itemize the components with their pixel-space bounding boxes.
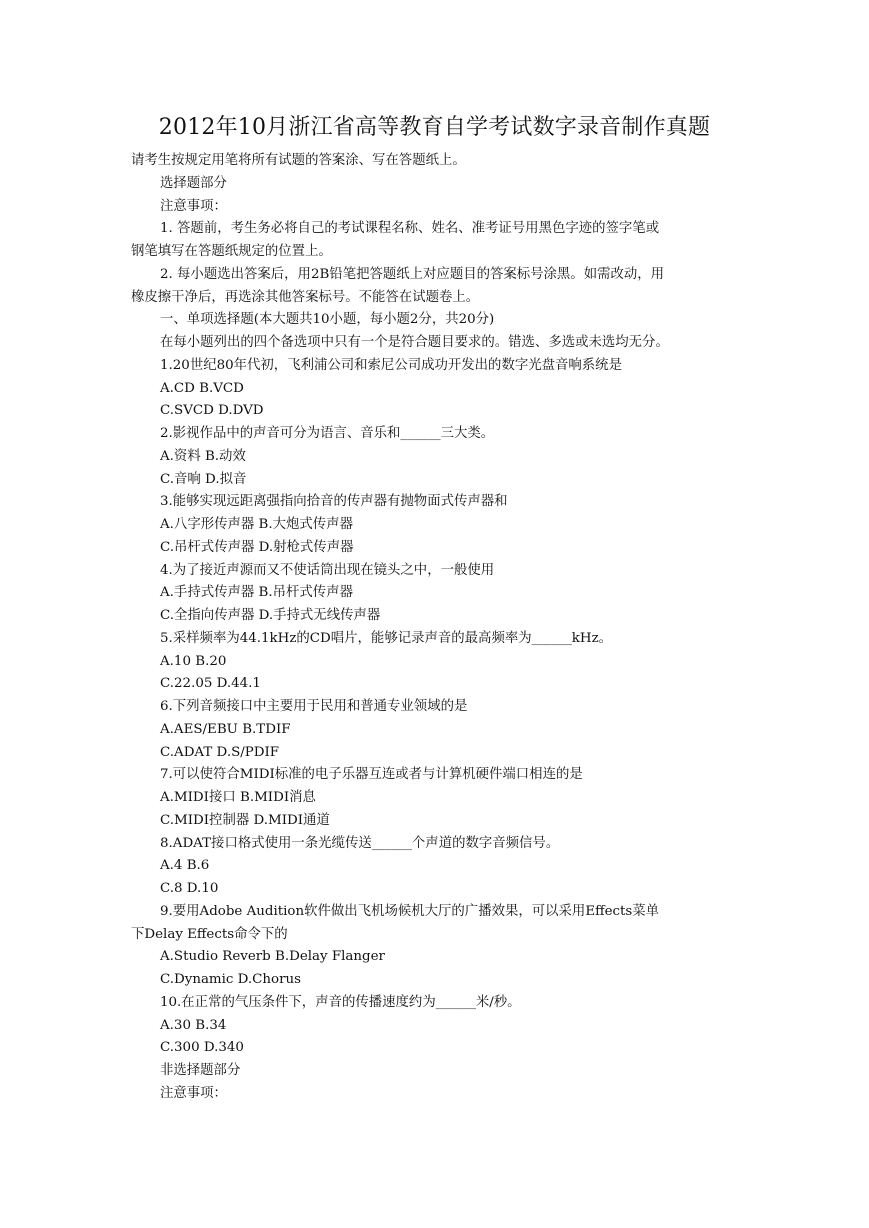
text-line: A.AES/EBU B.TDIF [160,721,291,737]
text-line: C.MIDI控制器 D.MIDI通道 [160,812,330,828]
text-line: C.SVCD D.DVD [160,403,264,419]
text-line: A.八字形传声器 B.大炮式传声器 [160,517,353,532]
text-line: 选择题部分 [160,175,227,191]
text-line: 6.下列音频接口中主要用于民用和普通专业领域的是 [160,699,468,714]
text-line: C.ADAT D.S/PDIF [160,744,280,760]
text-line: 非选择题部分 [160,1063,241,1078]
text-line: A.手持式传声器 B.吊杆式传声器 [160,585,353,601]
text-line: 1.20世纪80年代初，飞利浦公司和索尼公司成功开发出的数字光盘音响系统是 [160,357,622,373]
document-title: 2012年10月浙江省高等教育自学考试数字录音制作真题 [158,115,711,140]
text-line: 橡皮擦干净后，再选涂其他答案标号。不能答在试题卷上。 [131,289,480,305]
text-line: 9.要用Adobe Audition软件做出飞机场候机大厅的广播效果，可以采用Effects菜单 [160,903,660,919]
text-line: 1. 答题前，考生务必将自己的考试课程名称、姓名、准考证号用黑色字迹的签字笔或 [160,221,660,237]
text-line: 5.采样频率为44.1kHz的CD唱片，能够记录声音的最高频率为______kHz。 [160,630,613,646]
text-line: 注意事项： [160,198,227,214]
text-line: C.吊杆式传声器 D.射枪式传声器 [160,539,354,555]
text-line: 7.可以使符合MIDI标准的电子乐器互连或者与计算机硬件端口相连的是 [160,767,583,783]
text-line: 请考生按规定用笔将所有试题的答案涂、写在答题纸上。 [131,153,466,168]
text-line: 10.在正常的气压条件下，声音的传播速度约为______米/秒。 [160,994,521,1010]
text-line: 一、单项选择题(本大题共10小题，每小题2分，共20分) [160,312,495,328]
text-line: 2. 每小题选出答案后，用2B铅笔把答题纸上对应题目的答案标号涂黑。如需改动，用 [160,266,665,282]
text-line: A.CD B.VCD [160,380,244,396]
text-line: 2.影视作品中的声音可分为语言、音乐和______三大类。 [160,426,495,441]
text-line: C.300 D.340 [160,1040,244,1056]
text-line: A.资料 B.动效 [160,448,246,464]
text-line: 8.ADAT接口格式使用一条光缆传送______个声道的数字音频信号。 [160,835,560,851]
text-line: 在每小题列出的四个备选项中只有一个是符合题目要求的。错选、多选或未选均无分。 [160,335,669,350]
text-line: 下Delay Effects命令下的 [131,926,288,942]
text-line: 3.能够实现远距离强指向拾音的传声器有抛物面式传声器和 [160,494,508,510]
text-line: A.MIDI接口 B.MIDI消息 [160,790,316,805]
text-line: A.10 B.20 [160,653,227,669]
text-line: C.Dynamic D.Chorus [160,972,302,987]
text-line: 钢笔填写在答题纸规定的位置上。 [131,244,332,259]
text-line: C.全指向传声器 D.手持式无线传声器 [160,608,381,623]
text-line: C.音响 D.拟音 [160,471,247,487]
text-line: 4.为了接近声源而又不使话筒出现在镜头之中，一般使用 [160,562,495,578]
text-line: A.Studio Reverb B.Delay Flanger [160,949,385,965]
text-line: 注意事项： [160,1085,227,1101]
text-line: C.8 D.10 [160,881,219,896]
text-line: C.22.05 D.44.1 [160,676,261,692]
document-body [0,150,869,1106]
text-line: A.4 B.6 [160,858,210,874]
text-line: A.30 B.34 [160,1017,227,1033]
